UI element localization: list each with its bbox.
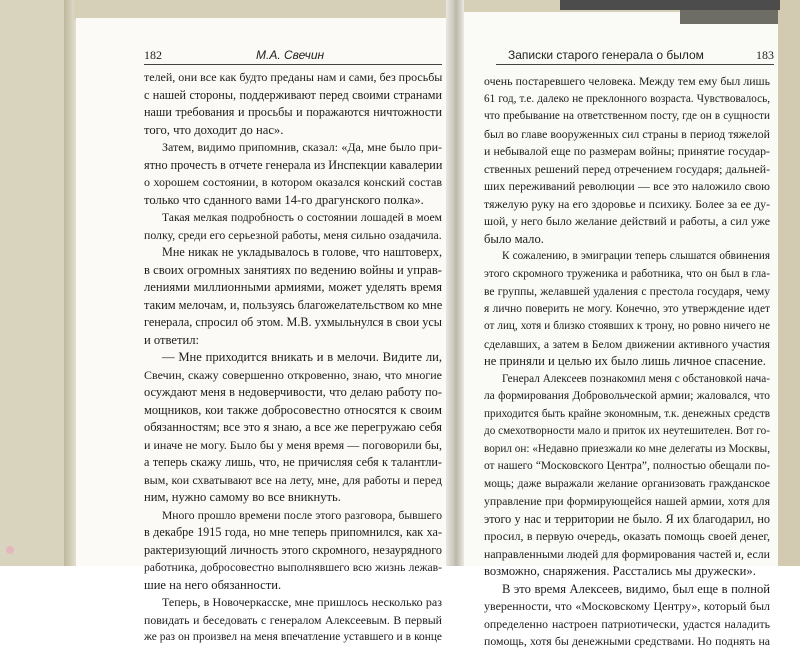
text-line: 61 год, т.е. далеко не преклонного возраста. Чувствовалось, <box>484 92 770 105</box>
text-line: в своих огромных занятиях по ведению войны и управ- <box>144 262 442 277</box>
text-line: я лично поверить не могу. Конечно, это утверждение идет <box>484 302 770 315</box>
text-line: Теперь, в Новочеркасске, мне пришлось несколько раз <box>162 595 442 609</box>
right-header-title: Записки старого генерала о былом <box>508 48 704 62</box>
left-header-rule <box>144 64 442 65</box>
right-header-rule <box>496 64 774 65</box>
text-line: а теперь скажу лишь, что, не причисляя себя к талантли- <box>144 455 442 469</box>
text-line: ятно прочесть в отчете генерала из Инспекции кавалерии <box>144 157 443 172</box>
text-line: ственных решений перед отречением государя; дальней- <box>484 161 770 176</box>
text-line: ших переживаний революции — все это наложило свою <box>484 179 770 193</box>
scan-mark <box>6 546 14 554</box>
text-line: что пребывание на ответственном посту, где он в сущности <box>484 110 770 122</box>
book-gutter <box>446 0 464 566</box>
text-line: Затем, видимо припомнив, сказал: «Да, мне было при- <box>162 140 442 154</box>
text-line: был во главе вооруженных сил страны в период тяжелой <box>484 126 770 141</box>
text-line: полку, среди его серьезной работы, меня сильно озадачила. <box>144 227 442 242</box>
text-line: шой, у него было желание действий и работы, а сил уже <box>484 214 770 228</box>
text-line: рактеризующий личность этого скромного, незаурядного <box>144 542 442 557</box>
text-line: и иначе не могу. Было бы у меня время — поговорили бы, <box>144 437 442 452</box>
text-line: сделавших, а затем в Белом движении активного участия <box>484 337 770 351</box>
text-line: уверенности, что «Московскому Центру», который был <box>484 599 770 613</box>
text-line: вым, кои схватывают все на лету, мне, для работы и перед <box>144 472 442 487</box>
left-running-header <box>144 48 444 64</box>
text-line: этого скромного труженика и работника, что он был в гла- <box>484 267 770 280</box>
text-line: мощников, кои также добросовестно относятся к своим <box>144 402 442 417</box>
text-line: Свечин, скажу совершенно откровенно, знаю, что многие <box>144 367 442 382</box>
text-line: с нашей стороны, поддерживают перед своими странами <box>144 87 442 102</box>
text-line: ним, нужно самому во все вникнуть. <box>144 490 341 504</box>
left-page-text <box>144 69 442 647</box>
text-line: Много прошло времени после этого разговора, бывшего <box>162 508 442 522</box>
text-line: очень постаревшего человека. Между тем ему был лишь <box>484 74 770 88</box>
text-line: Мне никак не укладывалось в голове, что наштоверх, <box>162 245 442 259</box>
text-line: генерала, спросил об этом. М.В. ухмыльнулся в свои усы <box>144 315 442 329</box>
text-line: направленными людей для формирования частей и, если <box>484 546 770 561</box>
text-line: таким мелочам, и, пользуясь благожелательством ко мне <box>144 297 443 312</box>
text-line: мощь; даже выражали желание организовать гражданское <box>484 477 770 490</box>
text-line: определенно настроен патриотически, удастся наладить <box>484 616 770 631</box>
text-line: В это время Алексеев, видимо, был еще в полной <box>502 581 770 596</box>
text-line: наши требования и просьбы и поражаются ничтожности <box>144 105 442 119</box>
text-line: обязанностям; все это я знаю, а все же перегружаю себя <box>144 420 442 434</box>
text-line: шие на него обязанности. <box>144 577 282 592</box>
scan-background-right <box>778 0 800 566</box>
text-line: работника, добросовестно выполнявшего всю жизнь лежав- <box>144 561 442 574</box>
right-running-header <box>496 48 774 64</box>
text-line: и ответил: <box>144 332 200 347</box>
text-line: лениями миллионными армиями, может уделять время <box>144 280 442 294</box>
text-line: в декабре 1915 года, но мне теперь припомнился, как ха- <box>144 525 442 539</box>
text-line: ла формирования Добровольческой армии; жаловался, что <box>484 390 770 402</box>
text-line: ве группы, желавшей удаления с престола государя, чему <box>484 285 770 298</box>
text-line: только что сданного вами 14-го драгунского полка». <box>144 192 424 207</box>
text-line: Такая мелкая подробность о состоянии лошадей в моем <box>162 211 442 224</box>
text-line: ворил он: «Недавно приезжали ко мне делегаты из Москвы, <box>484 442 770 455</box>
text-line: приходится быть крайне экономным, т.к. денежных средств <box>484 407 770 420</box>
text-line: телей, они все как будто преданы нам и сами, без просьбы <box>144 70 443 84</box>
left-header-title: М.А. Свечин <box>256 48 325 62</box>
text-line: было мало. <box>484 231 544 246</box>
text-line: просил, в первую очередь, оказать помощь своей денег, <box>484 529 770 543</box>
text-line: от лиц, хотя и близко стоявших к трону, но ровно ничего не <box>484 320 770 332</box>
text-line: Генерал Алексеев познакомил меня с обстановкой нача- <box>502 372 770 385</box>
text-line: от нашего “Московского Центра”, полностью обещали по- <box>484 460 770 472</box>
text-line: повидать и беседовать с генералом Алексеевым. В первый <box>144 612 442 627</box>
text-line: помощь, хотя бы денежными средствами. Но поднять на <box>484 634 770 648</box>
text-line: не приняли и целью их было лишь личное спасение. <box>484 354 766 368</box>
text-line: — Мне приходится вникать и в мелочи. Видите ли, <box>162 350 442 364</box>
text-line: тяжелую руку на его здоровье и психику. Более за ее ду- <box>484 196 770 211</box>
text-line: управление при формирующейся нашей армии, хотя для <box>484 494 770 508</box>
text-line: того, что доходит до нас». <box>144 122 284 137</box>
text-line: этого у нас и территории не было. Я их благодарил, но <box>484 511 770 526</box>
text-line: и небывалой еще по размерам войны; принятие государ- <box>484 144 770 158</box>
text-line: К сожалению, в эмиграции теперь слышатся обвинения <box>502 250 770 262</box>
text-line: о хорошем состоянии, в котором оказался конский состав <box>144 175 442 189</box>
right-page-text <box>484 73 770 651</box>
text-line: осуждают меня в недоверчивости, что делаю работу по- <box>144 385 442 399</box>
left-page-number: 182 <box>144 48 162 62</box>
scan-background-left <box>0 0 74 566</box>
scan-dark-strip <box>560 0 780 10</box>
text-line: до смехотворности мало и приток их неутешителен. Вот го- <box>484 425 770 437</box>
text-line: же раз он произвел на меня впечатление уставшего и в конце <box>144 631 442 643</box>
right-page-number: 183 <box>756 48 774 62</box>
text-line: возможно, снаряжения. Расстались мы дружески». <box>484 564 756 578</box>
